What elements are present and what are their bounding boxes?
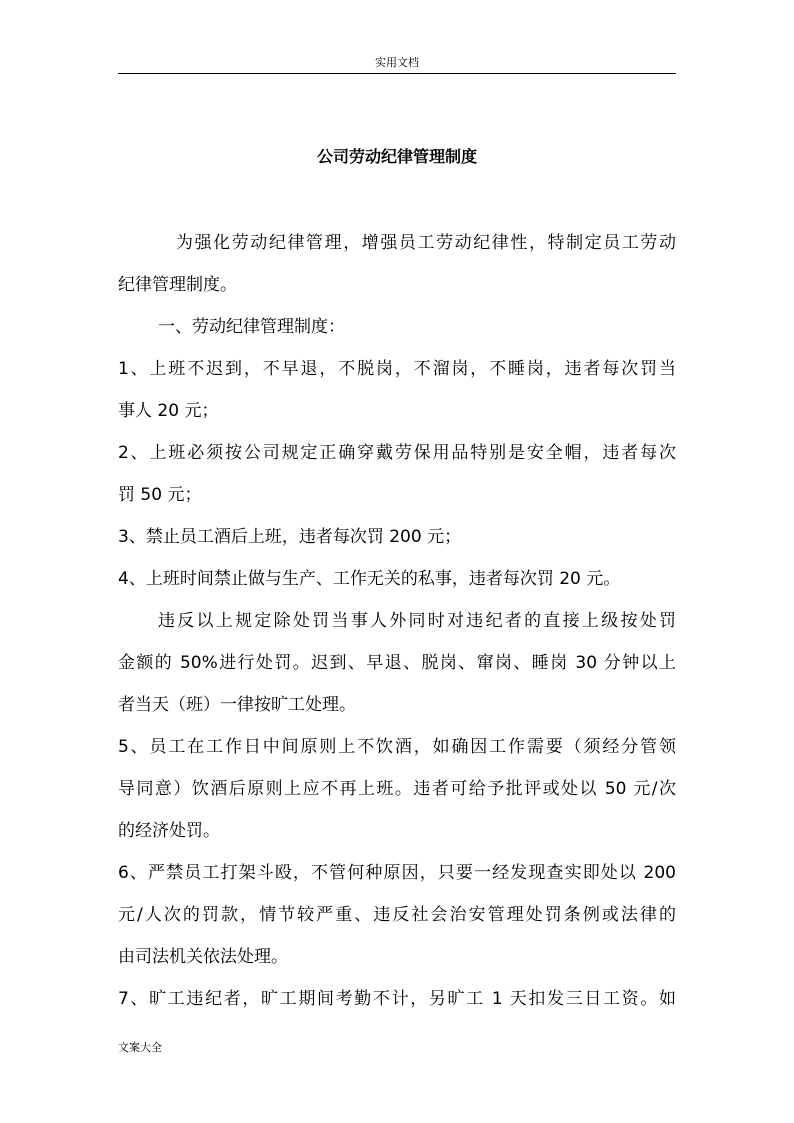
body-line: 2、上班必须按公司规定正确穿戴劳保用品特别是安全帽，违者每次 <box>118 443 676 463</box>
body-line: 金额的 50%进行处罚。迟到、早退、脱岗、窜岗、睡岗 30 分钟以上 <box>118 653 676 673</box>
body-line: 4、上班时间禁止做与生产、工作无关的私事，违者每次罚 20 元。 <box>118 569 621 589</box>
body-line: 1、上班不迟到，不早退，不脱岗，不溜岗，不睡岗，违者每次罚当 <box>118 359 676 379</box>
body-line: 违反以上规定除处罚当事人外同时对违纪者的直接上级按处罚 <box>158 611 676 631</box>
header-text: 实用文档 <box>375 56 419 69</box>
section-heading: 一、劳动纪律管理制度： <box>158 317 345 337</box>
header-divider <box>118 73 676 74</box>
body-line: 为强化劳动纪律管理，增强员工劳动纪律性，特制定员工劳动 <box>176 233 676 253</box>
body-line: 纪律管理制度。 <box>118 275 237 295</box>
document-title: 公司劳动纪律管理制度 <box>316 147 477 166</box>
body-line: 由司法机关依法处理。 <box>118 947 288 967</box>
body-line: 6、严禁员工打架斗殴，不管何种原因，只要一经发现查实即处以 200 <box>118 863 676 883</box>
body-line: 导同意）饮酒后原则上应不再上班。违者可给予批评或处以 50 元/次 <box>118 779 676 799</box>
body-line: 事人 20 元； <box>118 401 219 421</box>
page-footer: 文案大全 <box>118 1041 162 1054</box>
body-line: 7、旷工违纪者，旷工期间考勤不计，另旷工 1 天扣发三日工资。如 <box>118 989 676 1009</box>
body-line: 元/人次的罚款，情节较严重、违反社会治安管理处罚条例或法律的 <box>118 905 676 925</box>
body-line: 罚 50 元； <box>118 485 202 505</box>
body-line: 的经济处罚。 <box>118 821 220 841</box>
body-line: 3、禁止员工酒后上班，违者每次罚 200 元； <box>118 527 462 547</box>
body-line: 者当天（班）一律按旷工处理。 <box>118 695 356 715</box>
body-line: 5、员工在工作日中间原则上不饮酒，如确因工作需要（须经分管领 <box>118 737 676 757</box>
